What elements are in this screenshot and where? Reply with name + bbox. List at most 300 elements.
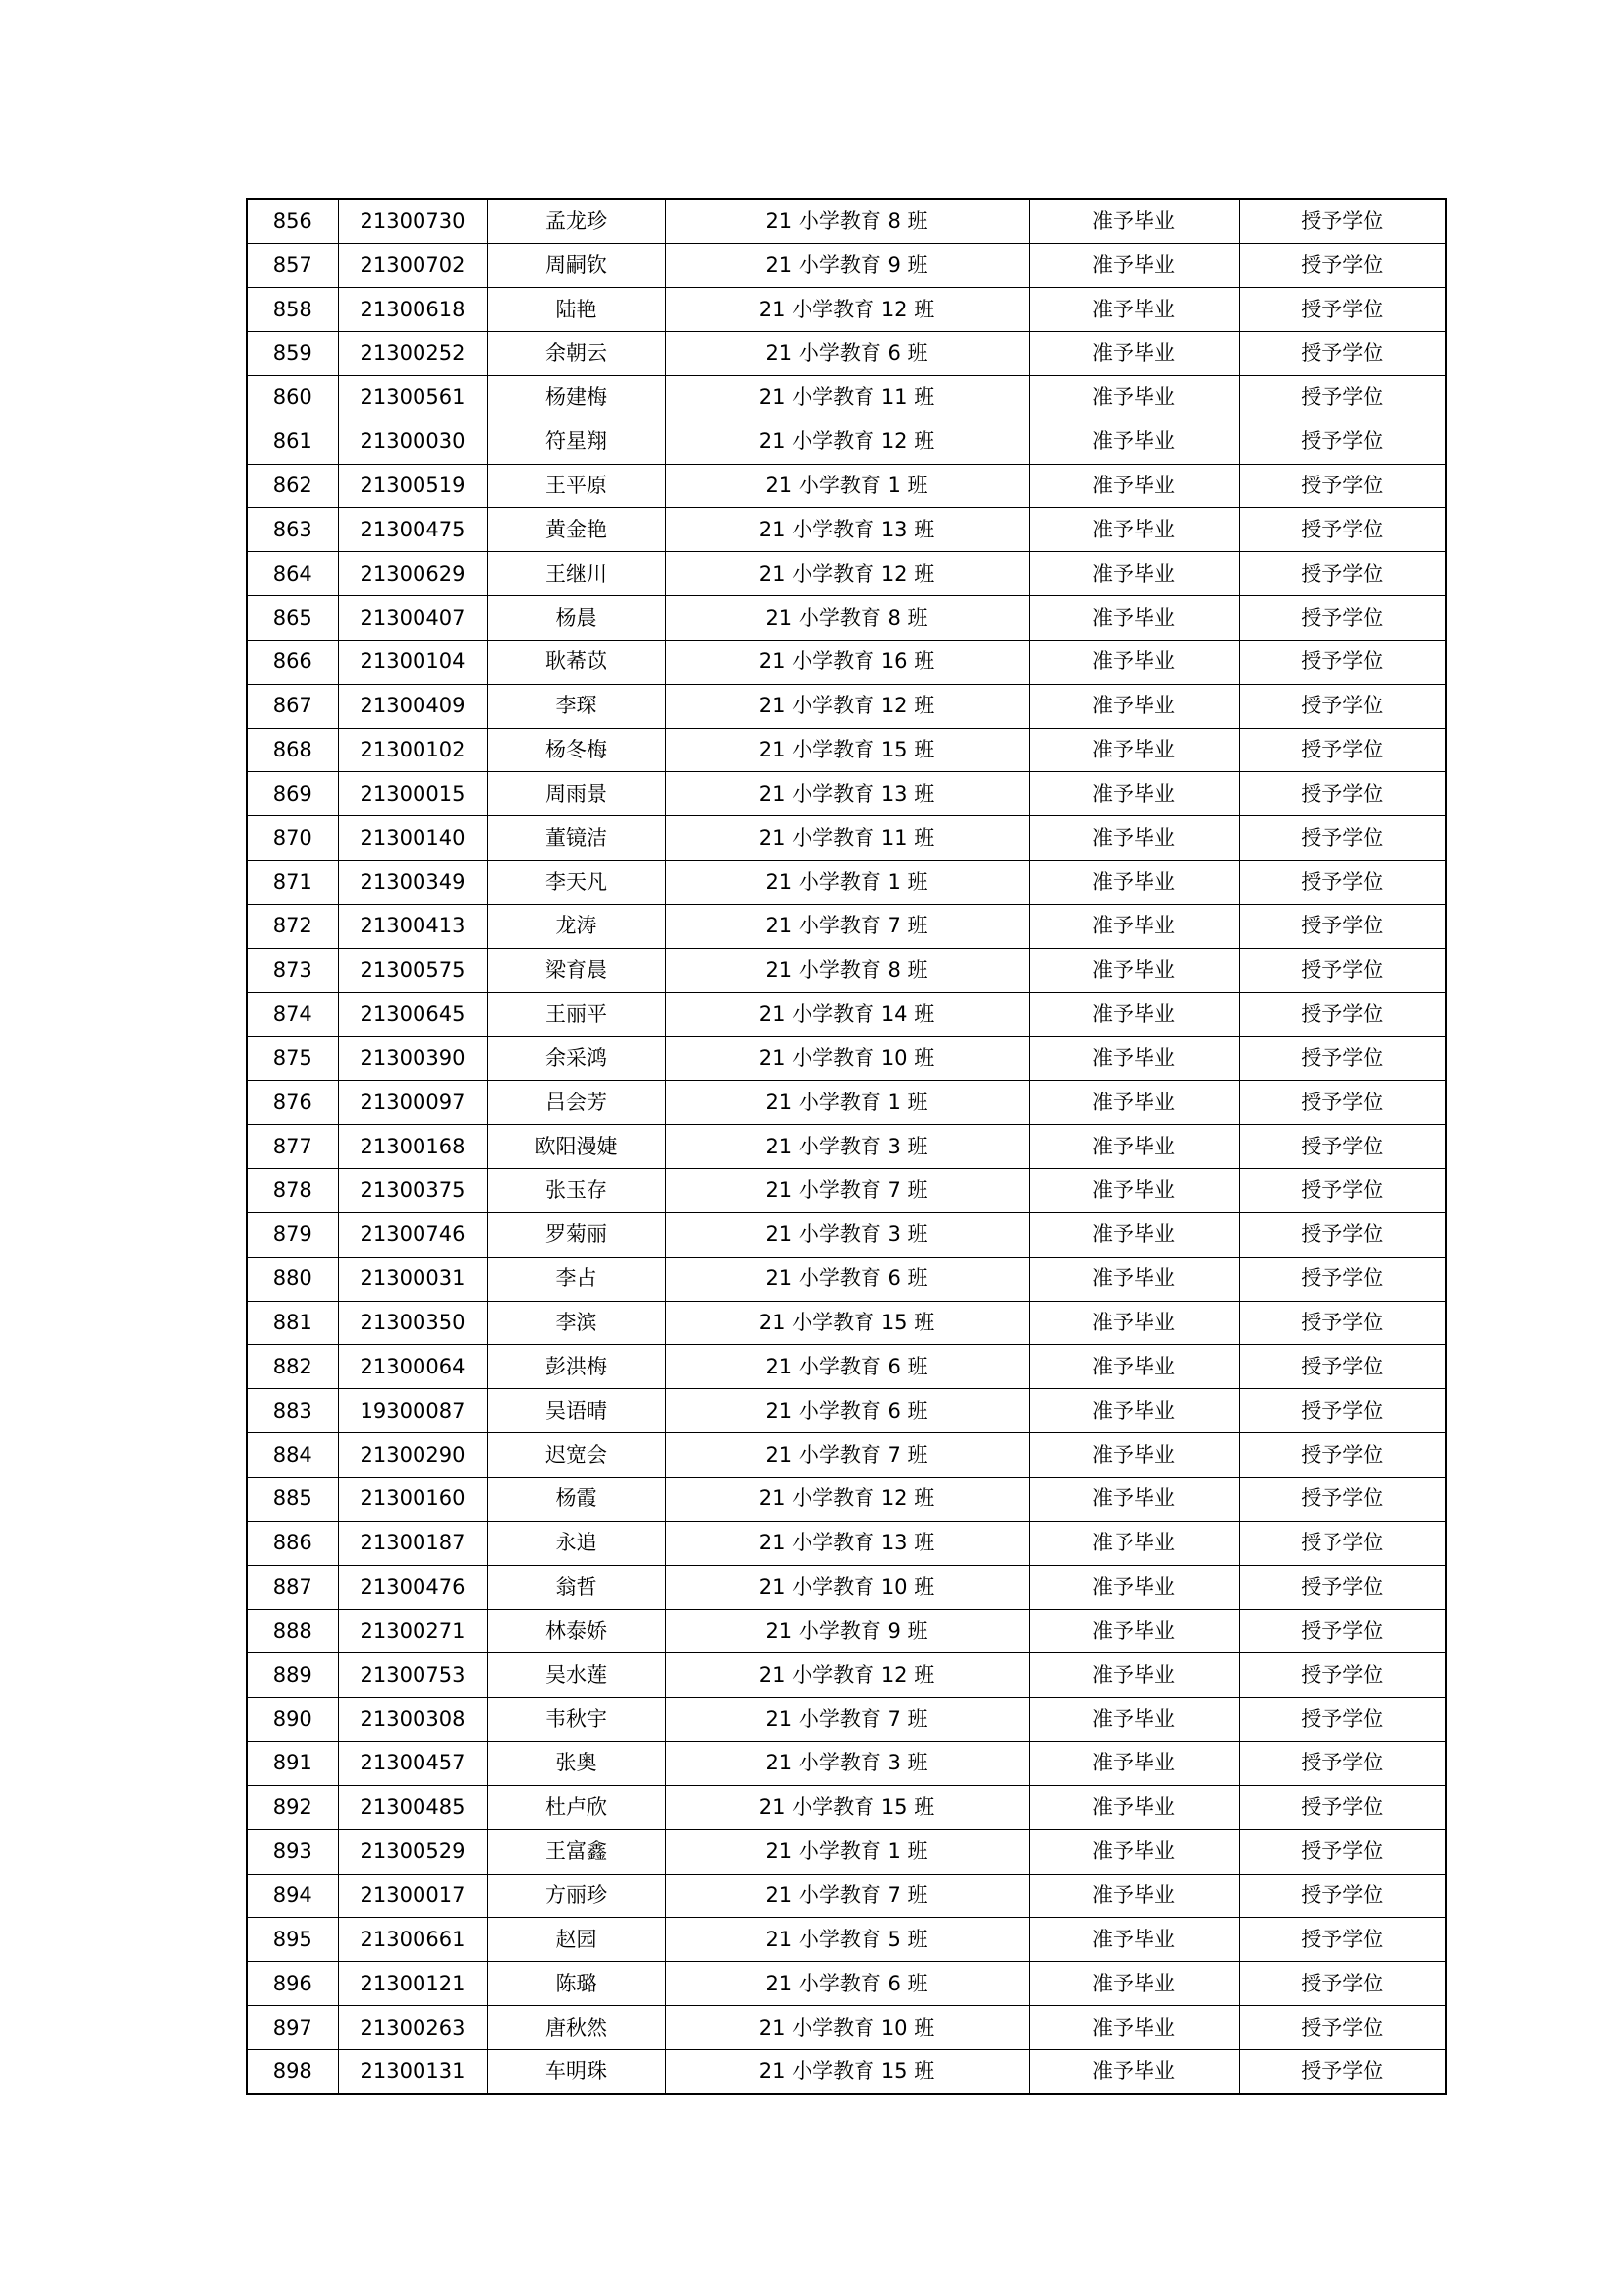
- class-cell: 21 小学教育 3 班: [665, 1212, 1029, 1257]
- student-name-cell: 余采鸿: [487, 1036, 665, 1081]
- class-cell: 21 小学教育 16 班: [665, 640, 1029, 684]
- table-row: [247, 2049, 1446, 2094]
- class-cell: 21 小学教育 6 班: [665, 332, 1029, 376]
- table-row: [247, 1081, 1446, 1125]
- student-id-cell: 21300618: [338, 288, 487, 332]
- degree-status-cell: 授予学位: [1239, 1036, 1446, 1081]
- student-name-cell: 杨晨: [487, 596, 665, 641]
- class-cell: 21 小学教育 11 班: [665, 375, 1029, 420]
- graduation-status-cell: 准予毕业: [1029, 552, 1239, 596]
- student-id-cell: 21300475: [338, 508, 487, 552]
- class-cell: 21 小学教育 12 班: [665, 1653, 1029, 1698]
- serial-number-cell: 875: [247, 1036, 338, 1081]
- degree-status-cell: 授予学位: [1239, 464, 1446, 508]
- degree-status-cell: 授予学位: [1239, 420, 1446, 464]
- student-id-cell: 21300476: [338, 1565, 487, 1609]
- serial-number-cell: 895: [247, 1918, 338, 1962]
- table-row: [247, 1653, 1446, 1698]
- degree-status-cell: 授予学位: [1239, 2049, 1446, 2094]
- class-cell: 21 小学教育 3 班: [665, 1742, 1029, 1786]
- class-cell: 21 小学教育 13 班: [665, 1521, 1029, 1565]
- student-id-cell: 21300349: [338, 861, 487, 905]
- degree-status-cell: 授予学位: [1239, 508, 1446, 552]
- serial-number-cell: 887: [247, 1565, 338, 1609]
- table-row: [247, 1609, 1446, 1653]
- serial-number-cell: 864: [247, 552, 338, 596]
- degree-status-cell: 授予学位: [1239, 1389, 1446, 1433]
- serial-number-cell: 860: [247, 375, 338, 420]
- serial-number-cell: 898: [247, 2049, 338, 2094]
- degree-status-cell: 授予学位: [1239, 199, 1446, 244]
- graduation-status-cell: 准予毕业: [1029, 1785, 1239, 1829]
- table-row: [247, 1257, 1446, 1301]
- table-row: [247, 948, 1446, 992]
- degree-status-cell: 授予学位: [1239, 772, 1446, 816]
- class-cell: 21 小学教育 7 班: [665, 905, 1029, 949]
- degree-status-cell: 授予学位: [1239, 1874, 1446, 1918]
- class-cell: 21 小学教育 12 班: [665, 288, 1029, 332]
- graduation-status-cell: 准予毕业: [1029, 728, 1239, 772]
- graduation-status-cell: 准予毕业: [1029, 375, 1239, 420]
- student-id-cell: 21300015: [338, 772, 487, 816]
- class-cell: 21 小学教育 1 班: [665, 1081, 1029, 1125]
- serial-number-cell: 884: [247, 1433, 338, 1478]
- degree-status-cell: 授予学位: [1239, 816, 1446, 861]
- serial-number-cell: 885: [247, 1477, 338, 1521]
- serial-number-cell: 876: [247, 1081, 338, 1125]
- degree-status-cell: 授予学位: [1239, 1698, 1446, 1742]
- degree-status-cell: 授予学位: [1239, 1433, 1446, 1478]
- graduation-status-cell: 准予毕业: [1029, 1257, 1239, 1301]
- student-id-cell: 21300561: [338, 375, 487, 420]
- student-id-cell: 21300168: [338, 1125, 487, 1169]
- table-row: [247, 640, 1446, 684]
- graduation-status-cell: 准予毕业: [1029, 464, 1239, 508]
- graduation-status-cell: 准予毕业: [1029, 861, 1239, 905]
- serial-number-cell: 874: [247, 992, 338, 1036]
- graduation-status-cell: 准予毕业: [1029, 596, 1239, 641]
- student-name-cell: 永追: [487, 1521, 665, 1565]
- class-cell: 21 小学教育 1 班: [665, 1829, 1029, 1874]
- class-cell: 21 小学教育 12 班: [665, 552, 1029, 596]
- degree-status-cell: 授予学位: [1239, 640, 1446, 684]
- serial-number-cell: 890: [247, 1698, 338, 1742]
- graduation-status-cell: 准予毕业: [1029, 948, 1239, 992]
- student-id-cell: 21300131: [338, 2049, 487, 2094]
- degree-status-cell: 授予学位: [1239, 1962, 1446, 2006]
- class-cell: 21 小学教育 15 班: [665, 1785, 1029, 1829]
- class-cell: 21 小学教育 6 班: [665, 1257, 1029, 1301]
- class-cell: 21 小学教育 10 班: [665, 2006, 1029, 2050]
- student-name-cell: 吕会芳: [487, 1081, 665, 1125]
- table-row: [247, 332, 1446, 376]
- class-cell: 21 小学教育 6 班: [665, 1345, 1029, 1389]
- graduation-status-cell: 准予毕业: [1029, 1918, 1239, 1962]
- class-cell: 21 小学教育 15 班: [665, 728, 1029, 772]
- student-id-cell: 21300661: [338, 1918, 487, 1962]
- table-row: [247, 905, 1446, 949]
- student-name-cell: 梁育晨: [487, 948, 665, 992]
- class-cell: 21 小学教育 1 班: [665, 861, 1029, 905]
- student-name-cell: 赵园: [487, 1918, 665, 1962]
- serial-number-cell: 897: [247, 2006, 338, 2050]
- student-name-cell: 陈璐: [487, 1962, 665, 2006]
- graduation-roster-table: [246, 198, 1447, 2095]
- student-name-cell: 王富鑫: [487, 1829, 665, 1874]
- class-cell: 21 小学教育 10 班: [665, 1565, 1029, 1609]
- student-name-cell: 罗菊丽: [487, 1212, 665, 1257]
- serial-number-cell: 886: [247, 1521, 338, 1565]
- student-id-cell: 21300160: [338, 1477, 487, 1521]
- student-id-cell: 21300409: [338, 684, 487, 728]
- serial-number-cell: 872: [247, 905, 338, 949]
- serial-number-cell: 880: [247, 1257, 338, 1301]
- student-id-cell: 21300104: [338, 640, 487, 684]
- graduation-status-cell: 准予毕业: [1029, 1433, 1239, 1478]
- student-name-cell: 欧阳漫婕: [487, 1125, 665, 1169]
- graduation-status-cell: 准予毕业: [1029, 199, 1239, 244]
- table-row: [247, 1874, 1446, 1918]
- student-name-cell: 吴语晴: [487, 1389, 665, 1433]
- student-id-cell: 21300263: [338, 2006, 487, 2050]
- student-id-cell: 21300629: [338, 552, 487, 596]
- graduation-status-cell: 准予毕业: [1029, 332, 1239, 376]
- table-row: [247, 2006, 1446, 2050]
- serial-number-cell: 883: [247, 1389, 338, 1433]
- student-name-cell: 周雨景: [487, 772, 665, 816]
- graduation-status-cell: 准予毕业: [1029, 1301, 1239, 1345]
- class-cell: 21 小学教育 6 班: [665, 1962, 1029, 2006]
- table-row: [247, 1345, 1446, 1389]
- serial-number-cell: 892: [247, 1785, 338, 1829]
- degree-status-cell: 授予学位: [1239, 1169, 1446, 1213]
- degree-status-cell: 授予学位: [1239, 905, 1446, 949]
- degree-status-cell: 授予学位: [1239, 1301, 1446, 1345]
- student-name-cell: 李琛: [487, 684, 665, 728]
- class-cell: 21 小学教育 5 班: [665, 1918, 1029, 1962]
- degree-status-cell: 授予学位: [1239, 552, 1446, 596]
- graduation-status-cell: 准予毕业: [1029, 1742, 1239, 1786]
- table-row: [247, 464, 1446, 508]
- serial-number-cell: 877: [247, 1125, 338, 1169]
- degree-status-cell: 授予学位: [1239, 1081, 1446, 1125]
- student-name-cell: 龙涛: [487, 905, 665, 949]
- student-name-cell: 迟宽会: [487, 1433, 665, 1478]
- class-cell: 21 小学教育 11 班: [665, 816, 1029, 861]
- graduation-status-cell: 准予毕业: [1029, 2006, 1239, 2050]
- student-name-cell: 李天凡: [487, 861, 665, 905]
- class-cell: 21 小学教育 13 班: [665, 772, 1029, 816]
- student-id-cell: 21300575: [338, 948, 487, 992]
- graduation-status-cell: 准予毕业: [1029, 905, 1239, 949]
- student-name-cell: 翁哲: [487, 1565, 665, 1609]
- student-id-cell: 21300702: [338, 244, 487, 288]
- student-id-cell: 21300350: [338, 1301, 487, 1345]
- graduation-status-cell: 准予毕业: [1029, 1698, 1239, 1742]
- graduation-status-cell: 准予毕业: [1029, 1565, 1239, 1609]
- class-cell: 21 小学教育 15 班: [665, 1301, 1029, 1345]
- graduation-status-cell: 准予毕业: [1029, 772, 1239, 816]
- student-id-cell: 21300308: [338, 1698, 487, 1742]
- table-row: [247, 508, 1446, 552]
- student-id-cell: 21300746: [338, 1212, 487, 1257]
- graduation-status-cell: 准予毕业: [1029, 1477, 1239, 1521]
- student-id-cell: 21300645: [338, 992, 487, 1036]
- student-id-cell: 21300519: [338, 464, 487, 508]
- serial-number-cell: 867: [247, 684, 338, 728]
- graduation-status-cell: 准予毕业: [1029, 1653, 1239, 1698]
- table-row: [247, 1389, 1446, 1433]
- serial-number-cell: 866: [247, 640, 338, 684]
- serial-number-cell: 881: [247, 1301, 338, 1345]
- class-cell: 21 小学教育 8 班: [665, 596, 1029, 641]
- student-id-cell: 19300087: [338, 1389, 487, 1433]
- class-cell: 21 小学教育 6 班: [665, 1389, 1029, 1433]
- class-cell: 21 小学教育 9 班: [665, 1609, 1029, 1653]
- student-name-cell: 李占: [487, 1257, 665, 1301]
- degree-status-cell: 授予学位: [1239, 2006, 1446, 2050]
- student-name-cell: 张玉存: [487, 1169, 665, 1213]
- graduation-status-cell: 准予毕业: [1029, 640, 1239, 684]
- degree-status-cell: 授予学位: [1239, 684, 1446, 728]
- class-cell: 21 小学教育 1 班: [665, 464, 1029, 508]
- degree-status-cell: 授予学位: [1239, 375, 1446, 420]
- graduation-status-cell: 准予毕业: [1029, 992, 1239, 1036]
- student-name-cell: 孟龙珍: [487, 199, 665, 244]
- student-name-cell: 杜卢欣: [487, 1785, 665, 1829]
- table-row: [247, 772, 1446, 816]
- serial-number-cell: 896: [247, 1962, 338, 2006]
- class-cell: 21 小学教育 12 班: [665, 684, 1029, 728]
- table-row: [247, 684, 1446, 728]
- table-row: [247, 1433, 1446, 1478]
- graduation-status-cell: 准予毕业: [1029, 1609, 1239, 1653]
- table-row: [247, 288, 1446, 332]
- serial-number-cell: 894: [247, 1874, 338, 1918]
- table-row: [247, 199, 1446, 244]
- serial-number-cell: 865: [247, 596, 338, 641]
- serial-number-cell: 868: [247, 728, 338, 772]
- table-row: [247, 1036, 1446, 1081]
- student-id-cell: 21300140: [338, 816, 487, 861]
- class-cell: 21 小学教育 7 班: [665, 1433, 1029, 1478]
- student-name-cell: 陆艳: [487, 288, 665, 332]
- degree-status-cell: 授予学位: [1239, 1785, 1446, 1829]
- graduation-status-cell: 准予毕业: [1029, 684, 1239, 728]
- graduation-status-cell: 准予毕业: [1029, 1389, 1239, 1433]
- class-cell: 21 小学教育 8 班: [665, 199, 1029, 244]
- student-name-cell: 符星翔: [487, 420, 665, 464]
- roster-table-body: [247, 199, 1446, 2094]
- table-row: [247, 816, 1446, 861]
- class-cell: 21 小学教育 12 班: [665, 1477, 1029, 1521]
- class-cell: 21 小学教育 10 班: [665, 1036, 1029, 1081]
- serial-number-cell: 889: [247, 1653, 338, 1698]
- graduation-status-cell: 准予毕业: [1029, 420, 1239, 464]
- student-id-cell: 21300730: [338, 199, 487, 244]
- student-name-cell: 王丽平: [487, 992, 665, 1036]
- student-id-cell: 21300485: [338, 1785, 487, 1829]
- table-row: [247, 1301, 1446, 1345]
- student-name-cell: 彭洪梅: [487, 1345, 665, 1389]
- student-id-cell: 21300271: [338, 1609, 487, 1653]
- serial-number-cell: 863: [247, 508, 338, 552]
- class-cell: 21 小学教育 8 班: [665, 948, 1029, 992]
- student-name-cell: 林泰娇: [487, 1609, 665, 1653]
- student-name-cell: 韦秋宇: [487, 1698, 665, 1742]
- student-name-cell: 董镜洁: [487, 816, 665, 861]
- class-cell: 21 小学教育 13 班: [665, 508, 1029, 552]
- degree-status-cell: 授予学位: [1239, 244, 1446, 288]
- table-row: [247, 420, 1446, 464]
- table-row: [247, 244, 1446, 288]
- student-id-cell: 21300413: [338, 905, 487, 949]
- serial-number-cell: 870: [247, 816, 338, 861]
- class-cell: 21 小学教育 14 班: [665, 992, 1029, 1036]
- student-name-cell: 吴水莲: [487, 1653, 665, 1698]
- serial-number-cell: 859: [247, 332, 338, 376]
- degree-status-cell: 授予学位: [1239, 288, 1446, 332]
- table-row: [247, 1785, 1446, 1829]
- student-name-cell: 方丽珍: [487, 1874, 665, 1918]
- graduation-status-cell: 准予毕业: [1029, 1345, 1239, 1389]
- serial-number-cell: 878: [247, 1169, 338, 1213]
- student-name-cell: 杨建梅: [487, 375, 665, 420]
- serial-number-cell: 869: [247, 772, 338, 816]
- serial-number-cell: 857: [247, 244, 338, 288]
- table-row: [247, 1521, 1446, 1565]
- serial-number-cell: 879: [247, 1212, 338, 1257]
- degree-status-cell: 授予学位: [1239, 1521, 1446, 1565]
- class-cell: 21 小学教育 7 班: [665, 1698, 1029, 1742]
- table-row: [247, 1477, 1446, 1521]
- student-id-cell: 21300097: [338, 1081, 487, 1125]
- student-name-cell: 王平原: [487, 464, 665, 508]
- degree-status-cell: 授予学位: [1239, 948, 1446, 992]
- degree-status-cell: 授予学位: [1239, 1609, 1446, 1653]
- table-row: [247, 552, 1446, 596]
- student-id-cell: 21300290: [338, 1433, 487, 1478]
- serial-number-cell: 873: [247, 948, 338, 992]
- serial-number-cell: 858: [247, 288, 338, 332]
- table-row: [247, 1169, 1446, 1213]
- student-id-cell: 21300102: [338, 728, 487, 772]
- student-name-cell: 耿莃苡: [487, 640, 665, 684]
- degree-status-cell: 授予学位: [1239, 1125, 1446, 1169]
- student-id-cell: 21300064: [338, 1345, 487, 1389]
- table-row: [247, 728, 1446, 772]
- student-name-cell: 车明珠: [487, 2049, 665, 2094]
- degree-status-cell: 授予学位: [1239, 992, 1446, 1036]
- serial-number-cell: 888: [247, 1609, 338, 1653]
- degree-status-cell: 授予学位: [1239, 1918, 1446, 1962]
- student-id-cell: 21300529: [338, 1829, 487, 1874]
- table-row: [247, 1918, 1446, 1962]
- student-name-cell: 唐秋然: [487, 2006, 665, 2050]
- degree-status-cell: 授予学位: [1239, 1742, 1446, 1786]
- student-id-cell: 21300753: [338, 1653, 487, 1698]
- table-row: [247, 596, 1446, 641]
- degree-status-cell: 授予学位: [1239, 1477, 1446, 1521]
- class-cell: 21 小学教育 7 班: [665, 1874, 1029, 1918]
- table-row: [247, 1125, 1446, 1169]
- graduation-status-cell: 准予毕业: [1029, 2049, 1239, 2094]
- graduation-status-cell: 准予毕业: [1029, 1874, 1239, 1918]
- table-row: [247, 1962, 1446, 2006]
- class-cell: 21 小学教育 12 班: [665, 420, 1029, 464]
- graduation-status-cell: 准予毕业: [1029, 1081, 1239, 1125]
- student-id-cell: 21300121: [338, 1962, 487, 2006]
- serial-number-cell: 893: [247, 1829, 338, 1874]
- student-name-cell: 张奥: [487, 1742, 665, 1786]
- table-row: [247, 1212, 1446, 1257]
- graduation-status-cell: 准予毕业: [1029, 288, 1239, 332]
- graduation-status-cell: 准予毕业: [1029, 1962, 1239, 2006]
- student-name-cell: 周嗣钦: [487, 244, 665, 288]
- student-id-cell: 21300375: [338, 1169, 487, 1213]
- table-row: [247, 1742, 1446, 1786]
- table-row: [247, 1829, 1446, 1874]
- serial-number-cell: 862: [247, 464, 338, 508]
- student-name-cell: 杨冬梅: [487, 728, 665, 772]
- class-cell: 21 小学教育 3 班: [665, 1125, 1029, 1169]
- degree-status-cell: 授予学位: [1239, 1653, 1446, 1698]
- student-name-cell: 李滨: [487, 1301, 665, 1345]
- student-id-cell: 21300252: [338, 332, 487, 376]
- student-name-cell: 杨霞: [487, 1477, 665, 1521]
- student-id-cell: 21300187: [338, 1521, 487, 1565]
- graduation-status-cell: 准予毕业: [1029, 1169, 1239, 1213]
- table-row: [247, 375, 1446, 420]
- degree-status-cell: 授予学位: [1239, 1565, 1446, 1609]
- table-row: [247, 1698, 1446, 1742]
- table-row: [247, 861, 1446, 905]
- graduation-status-cell: 准予毕业: [1029, 1036, 1239, 1081]
- student-id-cell: 21300457: [338, 1742, 487, 1786]
- student-name-cell: 王继川: [487, 552, 665, 596]
- class-cell: 21 小学教育 9 班: [665, 244, 1029, 288]
- student-id-cell: 21300407: [338, 596, 487, 641]
- serial-number-cell: 882: [247, 1345, 338, 1389]
- student-id-cell: 21300030: [338, 420, 487, 464]
- student-name-cell: 黄金艳: [487, 508, 665, 552]
- graduation-status-cell: 准予毕业: [1029, 1521, 1239, 1565]
- serial-number-cell: 871: [247, 861, 338, 905]
- student-name-cell: 余朝云: [487, 332, 665, 376]
- degree-status-cell: 授予学位: [1239, 861, 1446, 905]
- degree-status-cell: 授予学位: [1239, 1345, 1446, 1389]
- degree-status-cell: 授予学位: [1239, 1829, 1446, 1874]
- graduation-status-cell: 准予毕业: [1029, 244, 1239, 288]
- graduation-status-cell: 准予毕业: [1029, 1829, 1239, 1874]
- table-row: [247, 992, 1446, 1036]
- class-cell: 21 小学教育 7 班: [665, 1169, 1029, 1213]
- student-id-cell: 21300031: [338, 1257, 487, 1301]
- degree-status-cell: 授予学位: [1239, 1257, 1446, 1301]
- graduation-status-cell: 准予毕业: [1029, 1125, 1239, 1169]
- graduation-status-cell: 准予毕业: [1029, 816, 1239, 861]
- degree-status-cell: 授予学位: [1239, 596, 1446, 641]
- serial-number-cell: 856: [247, 199, 338, 244]
- serial-number-cell: 861: [247, 420, 338, 464]
- degree-status-cell: 授予学位: [1239, 1212, 1446, 1257]
- degree-status-cell: 授予学位: [1239, 332, 1446, 376]
- degree-status-cell: 授予学位: [1239, 728, 1446, 772]
- serial-number-cell: 891: [247, 1742, 338, 1786]
- table-row: [247, 1565, 1446, 1609]
- graduation-status-cell: 准予毕业: [1029, 1212, 1239, 1257]
- class-cell: 21 小学教育 15 班: [665, 2049, 1029, 2094]
